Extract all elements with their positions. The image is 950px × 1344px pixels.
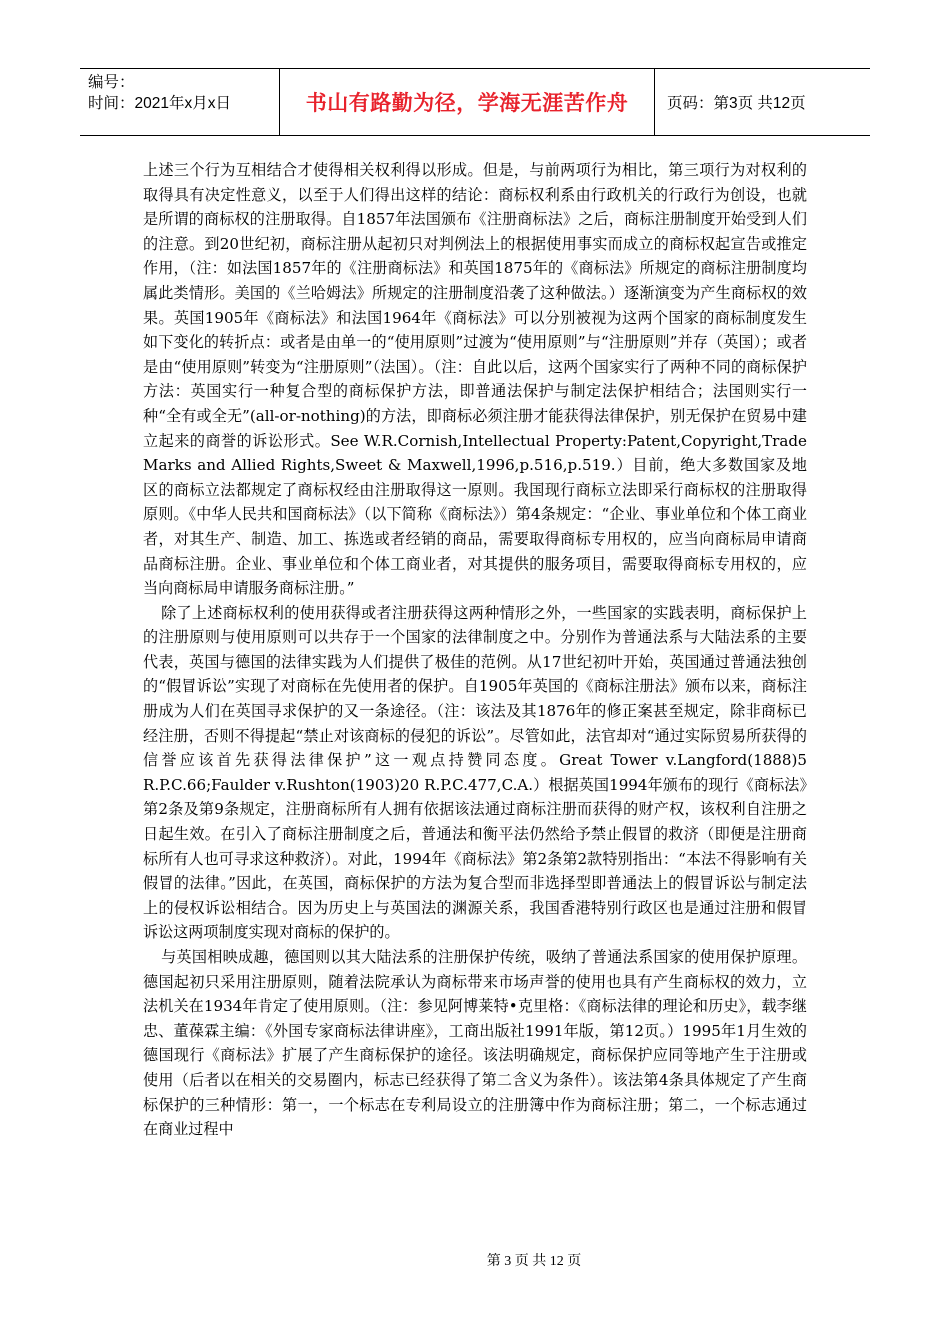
header-page-info: 页码：第3页 共12页 [667,95,806,112]
footer-page-number: 第 3 页 共 12 页 [486,1254,582,1269]
document-number-label: 编号： [88,74,135,91]
header-meta [80,69,280,135]
body-paragraph: 除了上述商标权利的使用获得或者注册获得这两种情形之外，一些国家的实践表明，商标保护上的注册原则与使用原则可以共存于一个国家的法律制度之中。分别作为普通法系与大陆法系的主要代表，英国与德国的法律实践为人们提供了极佳的范例。从17世纪初叶开始，英国通过普通法独创的“假冒诉讼”实现了对商标在先使用者的保护。自1905年英国的《商标注册法》颁布以来，商标注册成为人们在英国寻求保护的又一条途径。（注：该法及其1876年的修正案甚至规定，除非商标已经注册，否则不得提起“禁止对该商标的侵犯的诉讼”。尽管如此，法官却对“通过实际贸易所获得的信誉应该首先获得法律保护”这一观点持赞同态度。Great Tower v.Langford(1888)5 R.P.C.66;Faulder v.Rushton(1903)20 R.P.C.477,C.A.）根据英国1994年颁布的现行《商标法》第2条及第9条规定，注册商标所有人拥有依据该法通过商标注册而获得的财产权，该权利自注册之日起生效。在引入了商标注册制度之后，普通法和衡平法仍然给予禁止假冒的救济（即便是注册商标所有人也可寻求这种救济）。对此，1994年《商标法》第2条第2款特别指出：“本法不得影响有关假冒的法律。”因此，在英国，商标保护的方法为复合型而非选择型即普通法上的假冒诉讼与制定法上的侵权诉讼相结合。因为历史上与英国法的渊源关系，我国香港特别行政区也是通过注册和假冒诉讼这两项制度实现对商标的保护的。 [143,603,807,942]
page-footer [0,1250,950,1270]
page-header [80,68,870,136]
body-paragraph: 与英国相映成趣，德国则以其大陆法系的注册保护传统，吸纳了普通法系国家的使用保护原理。德国起初只采用注册原则，随着法院承认为商标带来市场声誉的使用也具有产生商标权的效力，立法机关在1934年肯定了使用原则。（注：参见阿博莱特•克里格：《商标法律的理论和历史》，载李继忠、董葆霖主编：《外国专家商标法律讲座》，工商出版社1991年版，第12页。）1995年1月生效的德国现行《商标法》扩展了产生商标保护的途径。该法明确规定，商标保护应同等地产生于注册或使用（后者以在相关的交易圈内，标志已经获得了第二含义为条件）。该法第4条具体规定了产生商标保护的三种情形：第一，一个标志在专利局设立的注册簿中作为商标注册；第二，一个标志通过在商业过程中 [143,948,807,1139]
header-motto: 书山有路勤为径，学海无涯苦作舟 [280,69,655,135]
body-paragraph: 上述三个行为互相结合才使得相关权利得以形成。但是，与前两项行为相比，第三项行为对权利的取得具有决定性意义，以至于人们得出这样的结论：商标权利系由行政机关的行政行为创设，也就是所谓的商标权的注册取得。自1857年法国颁布《注册商标法》之后，商标注册制度开始受到人们的注意。到20世纪初，商标注册从起初只对判例法上的根据使用事实而成立的商标权起宣告或推定作用，（注：如法国1857年的《注册商标法》和英国1875年的《商标法》所规定的商标注册制度均属此类情形。美国的《兰哈姆法》所规定的注册制度沿袭了这种做法。）逐渐演变为产生商标权的效果。英国1905年《商标法》和法国1964年《商标法》可以分别被视为这两个国家的商标制度发生如下变化的转折点：或者是由单一的“使用原则”过渡为“使用原则”与“注册原则”并存（英国）；或者是由“使用原则”转变为“注册原则”（法国）。（注：自此以后，这两个国家实行了两种不同的商标保护方法：英国实行一种复合型的商标保护方法，即普通法保护与制定法保护相结合；法国则实行一种“全有或全无”(all-or-nothing)的方法，即商标必须注册才能获得法律保护，别无保护在贸易中建立起来的商誉的诉讼形式。See W.R.Cornish,Intellectual Property:Patent,Copyright,Trade Marks and Allied Rights,Sweet & Maxwell,1996,p.516,p.519.）目前，绝大多数国家及地区的商标立法都规定了商标权经由注册取得这一原则。我国现行商标立法即采行商标权的注册取得原则。《中华人民共和国商标法》（以下简称《商标法》）第4条规定：“企业、事业单位和个体工商业者，对其生产、制造、加工、拣选或者经销的商品，需要取得商标专用权的，应当向商标局申请商品商标注册。企业、事业单位和个体工商业者，对其提供的服务项目，需要取得商标专用权的，应当向商标局申请服务商标注册。” [143,161,807,598]
document-time-label: 时间：2021年x月x日 [88,95,231,112]
document-body [143,158,807,1142]
